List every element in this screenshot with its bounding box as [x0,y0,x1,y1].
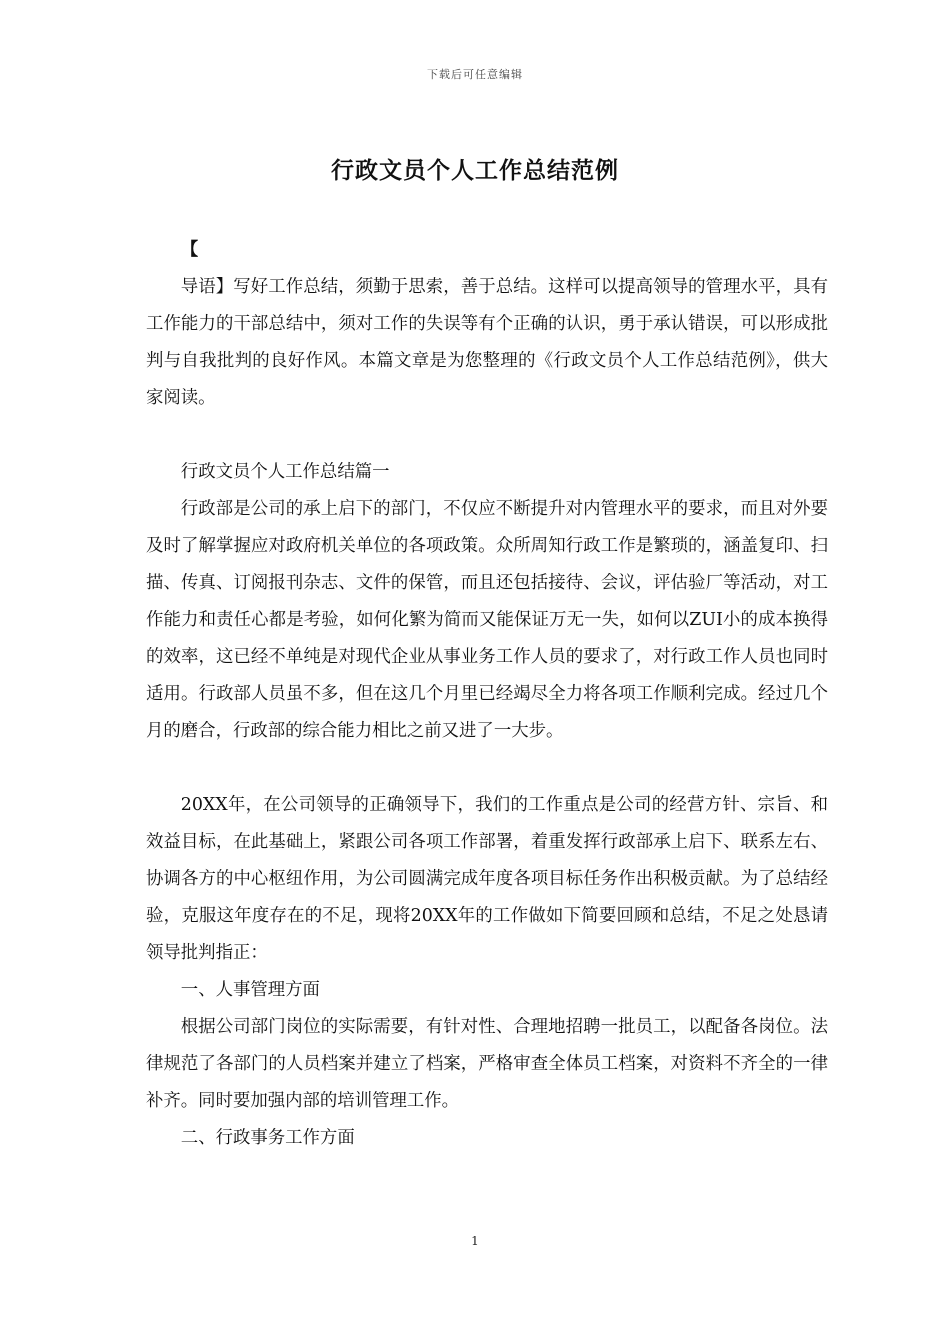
body-paragraph: 行政部是公司的承上启下的部门，不仅应不断提升对内管理水平的要求，而且对外要及时了解掌握应对政府机关单位的各项政策。众所周知行政工作是繁琐的，涵盖复印、扫描、传真、订阅报刊杂志、文件的保管，而且还包括接待、会议，评估验厂等活动，对工作能力和责任心都是考验，如何化繁为简而又能保证万无一失，如何以ZUI小的成本换得的效率，这已经不单纯是对现代企业从事业务工作人员的要求了，对行政工作人员也同时适用。行政部人员虽不多，但在这几个月里已经竭尽全力将各项工作顺利完成。经过几个月的磨合，行政部的综合能力相比之前又进了一大步。 [146,499,828,741]
paragraph-spacer [146,417,828,454]
section-heading-personnel: 一、人事管理方面 [180,980,320,1000]
intro-paragraph: 导语】写好工作总结，须勤于思索，善于总结。这样可以提高领导的管理水平，具有工作能力的干部总结中，须对工作的失误等有个正确的认识，勇于承认错误，可以形成批判与自我批判的良好作风。本篇文章是为您整理的《行政文员个人工作总结范例》，供大家阅读。 [146,277,828,408]
section-heading-part-one: 行政文员个人工作总结篇一 [180,462,390,482]
body-paragraph: 20XX年，在公司领导的正确领导下，我们的工作重点是公司的经营方针、宗旨、和效益目标，在此基础上，紧跟公司各项工作部署，着重发挥行政部承上启下、联系左右、协调各方的中心枢纽作用，为公司圆满完成年度各项目标任务作出积极贡献。为了总结经验，克服这年度存在的不足，现将20XX年的工作做如下简要回顾和总结，不足之处恳请领导批判指正： [146,795,828,963]
section-heading-admin: 二、行政事务工作方面 [180,1128,355,1148]
document-title: 行政文员个人工作总结范例 [331,157,619,184]
body-paragraph: 根据公司部门岗位的实际需要，有针对性、合理地招聘一批员工，以配备各岗位。法律规范了各部门的人员档案并建立了档案，严格审查全体员工档案，对资料不齐全的一律补齐。同时要加强内部的培训管理工作。 [146,1017,828,1111]
page-header: 下载后可任意编辑 [427,68,523,81]
paragraph-spacer [146,750,828,787]
bracket-line: 【 [180,240,199,260]
document-body [146,232,828,1157]
page-number: 1 [471,1234,479,1248]
